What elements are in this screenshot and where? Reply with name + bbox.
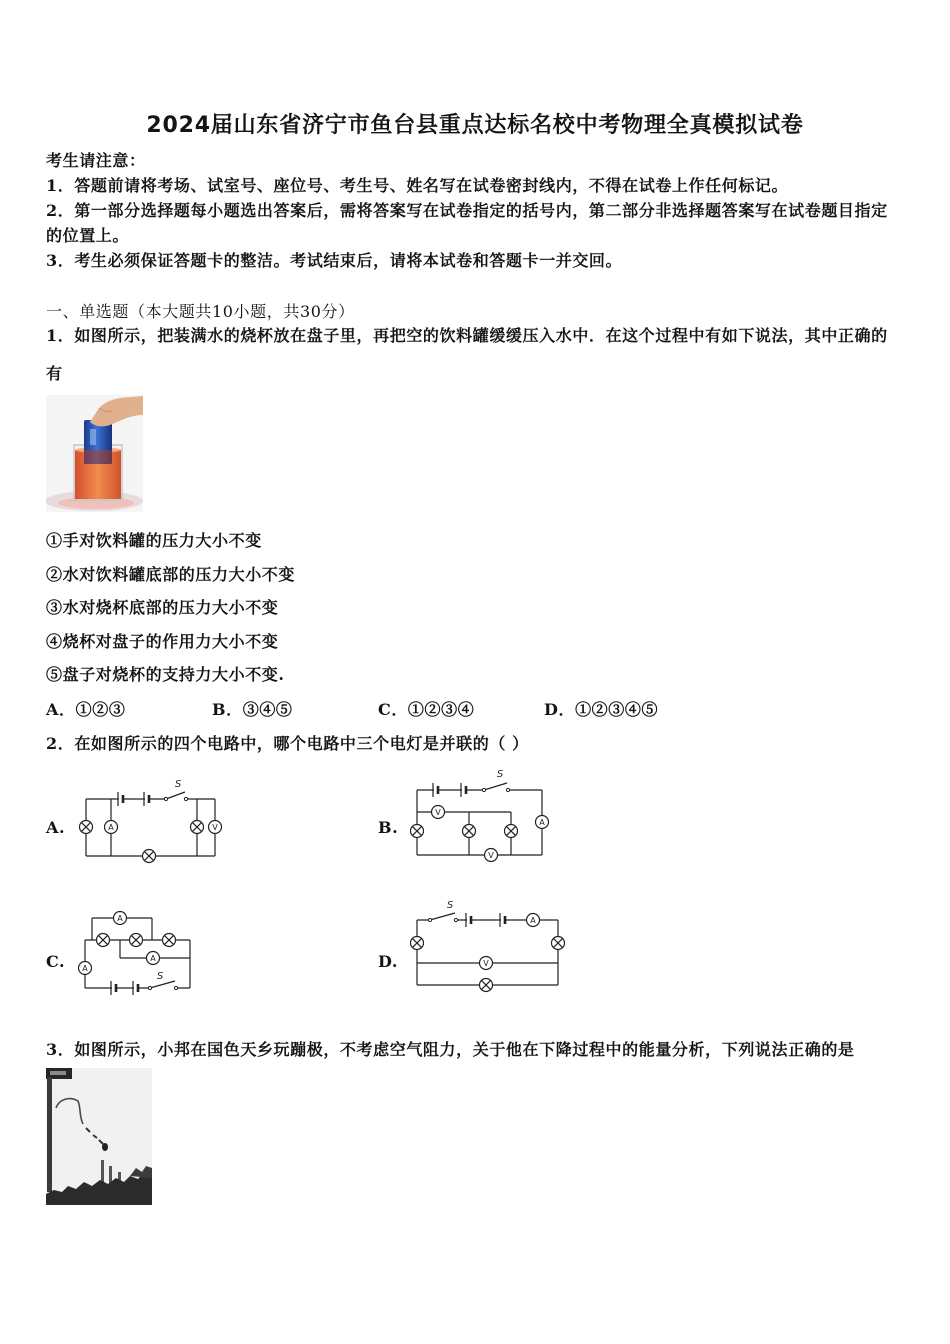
ammeter-letter: A [82,964,88,973]
exam-title: 2024届山东省济宁市鱼台县重点达标名校中考物理全真模拟试卷 [146,113,804,138]
switch-contact [184,797,187,800]
voltmeter-symbol [209,821,222,834]
question-2-stem: 2．在如图所示的四个电路中，哪个电路中三个电灯是并联的（ ） [46,734,529,753]
lamp-symbol [552,937,565,950]
beaker-can-photo [46,395,143,512]
notice-item-2: 2．第一部分选择题每小题选出答案后，需将答案写在试卷指定的括号内，第二部分非选择题答案写在试卷题目指定的位置上。 [46,201,888,245]
voltmeter-letter: V [483,959,489,968]
circuit-diagrams [0,760,950,1005]
switch [164,779,187,801]
can-highlight [90,429,96,445]
voltmeter-symbol [432,806,445,819]
notice-item-3: 3．考生必须保证答题卡的整洁。考试结束后，请将本试卷和答题卡一并交回。 [46,251,623,270]
switch-label: S [446,900,454,911]
exam-notice [46,148,896,273]
ammeter-letter: A [530,916,536,925]
lamp-symbol [411,825,424,838]
statement-3: ③水对烧杯底部的压力大小不变 [46,598,279,617]
lamp-symbol [143,850,156,863]
option-a: A．①②③ [46,700,126,719]
lamp-symbol [411,937,424,950]
option-b: B．③④⑤ [212,700,293,719]
ammeter-letter: A [108,823,114,832]
voltmeter-letter: V [435,808,441,817]
circuit-option-label-a: A. [46,818,66,837]
bungee-jump-photo [46,1068,152,1205]
lamp-symbol [505,825,518,838]
voltmeter-symbol [480,957,493,970]
lamp-symbol [130,934,143,947]
switch-label: S [156,971,164,982]
platform-window [50,1071,66,1075]
lamp-symbol [97,934,110,947]
ammeter-symbol [79,962,92,975]
switch-contact [506,788,509,791]
circuit-option-label-c: C. [46,952,66,971]
voltmeter-letter: V [212,823,218,832]
switch-pivot [164,797,167,800]
ammeter-symbol [147,952,160,965]
circuit-option-label-d: D. [378,952,399,971]
statement-2: ②水对饮料罐底部的压力大小不变 [46,564,296,584]
notice-heading: 考生请注意： [46,151,146,170]
statement-1: ①手对饮料罐的压力大小不变 [46,531,262,550]
option-c: C．①②③④ [378,700,475,719]
voltmeter-letter: V [488,851,494,860]
section-heading-single-choice: 一、单选题（本大题共10小题，共30分） [46,302,355,321]
switch-pivot [428,918,431,921]
switch-pivot [148,986,151,989]
lamp-symbol [480,979,493,992]
switch-contact [454,918,457,921]
switch-pivot [482,788,485,791]
switch [482,769,509,792]
ammeter-symbol [114,912,127,925]
building-post [109,1166,112,1184]
voltmeter-symbol [485,849,498,862]
ammeter-letter: A [150,954,156,963]
switch [148,971,177,990]
ammeter-symbol [105,821,118,834]
can-submerged-part [84,450,112,464]
lamp-symbol [191,821,204,834]
tower-pole [47,1077,52,1192]
question-1-stem: 1．如图所示，把装满水的烧杯放在盘子里，再把空的饮料罐缓缓压入水中．在这个过程中有如下说法，其中正确的有 [46,326,888,383]
lamp-symbol [80,821,93,834]
statement-4: ④烧杯对盘子的作用力大小不变 [46,631,279,651]
building-post [101,1160,104,1182]
option-d: D．①②③④⑤ [544,700,659,719]
ammeter-symbol [527,914,540,927]
question-1-options [46,693,710,727]
circuit-b [411,769,549,862]
statement-5: ⑤盘子对烧杯的支持力大小不变. [46,665,285,684]
circuit-c [79,912,191,996]
ammeter-letter: A [117,914,123,923]
switch [428,900,457,922]
lamp-symbol [163,934,176,947]
notice-item-1: 1．答题前请将考场、试室号、座位号、考生号、姓名写在试卷密封线内，不得在试卷上作任何标记。 [46,176,789,195]
circuit-option-label-b: B. [378,818,399,837]
question-1-statements [46,524,295,692]
circuit-a [80,779,222,863]
switch-label: S [174,779,182,790]
jumper-figure [102,1143,108,1151]
ammeter-symbol [536,816,549,829]
switch-label: S [496,769,504,780]
ammeter-letter: A [539,818,545,827]
circuit-d [411,900,565,992]
lamp-symbol [463,825,476,838]
question-3-stem: 3．如图所示，小邦在国色天乡玩蹦极，不考虑空气阻力，关于他在下降过程中的能量分析，下列说法正确的是 [46,1040,855,1059]
switch-contact [174,986,177,989]
